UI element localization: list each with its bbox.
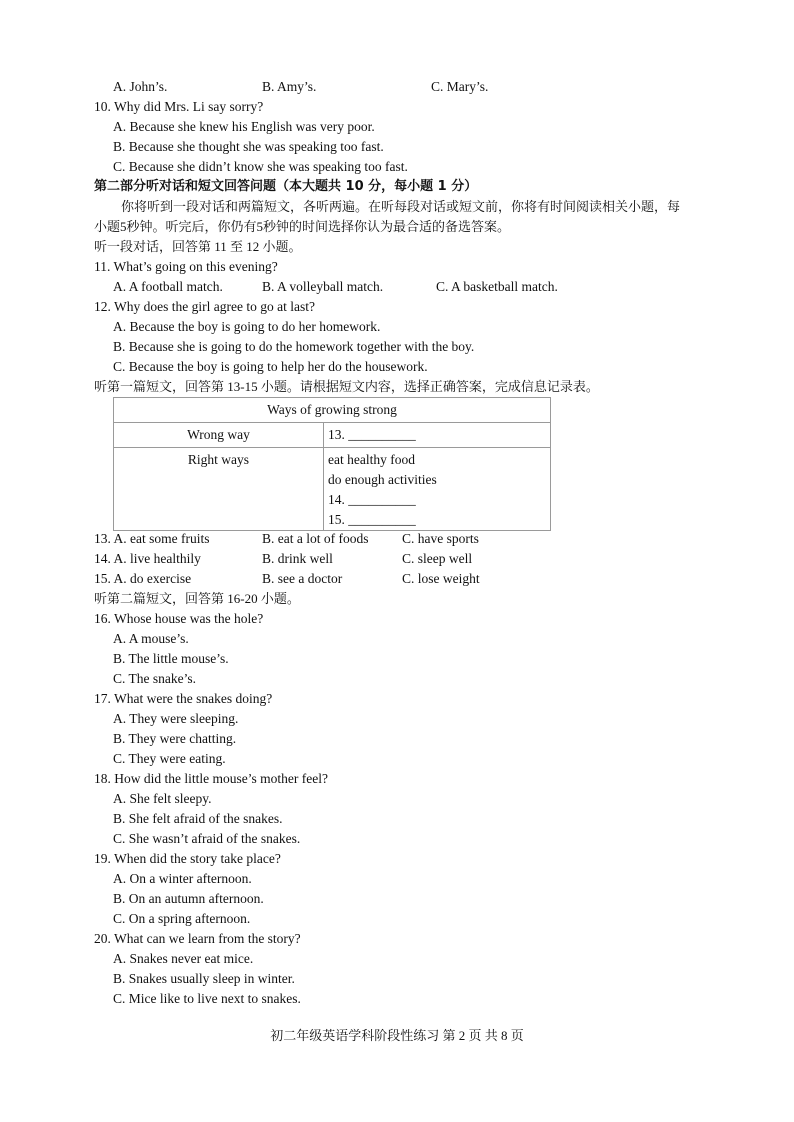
dialogue-intro: 听一段对话，回答第 11 至 12 小题。 (94, 239, 302, 254)
q20-option-c: C. Mice like to live next to snakes. (113, 991, 301, 1006)
q13-option-c: C. have sports (402, 531, 479, 546)
q11-option-a: A. A football match. (113, 279, 223, 294)
info-record-table (113, 397, 551, 531)
part2-instruction-line2: 小题5秒钟。听完后，你仍有5秒钟的时间选择你认为最合适的备选答案。 (94, 219, 511, 234)
q19-option-c: C. On a spring afternoon. (113, 911, 251, 926)
right-ways-label: Right ways (114, 448, 324, 531)
passage2-intro: 听第二篇短文，回答第 16-20 小题。 (94, 591, 300, 606)
q19-option-a: A. On a winter afternoon. (113, 871, 252, 886)
q18-option-a: A. She felt sleepy. (113, 791, 212, 806)
q11-option-c: C. A basketball match. (436, 279, 558, 294)
q10-option-a: A. Because she knew his English was very poor. (113, 119, 375, 134)
q12-option-c: C. Because the boy is going to help her do the housework. (113, 359, 428, 374)
q18-option-b: B. She felt afraid of the snakes. (113, 811, 283, 826)
q14-option-b: B. drink well (262, 551, 333, 566)
q12-question: 12. Why does the girl agree to go at last? (94, 299, 315, 314)
q17-option-c: C. They were eating. (113, 751, 226, 766)
table-row-wrong (114, 423, 551, 448)
q11-question: 11. What’s going on this evening? (94, 259, 278, 274)
q19-option-b: B. On an autumn afternoon. (113, 891, 264, 906)
q20-option-b: B. Snakes usually sleep in winter. (113, 971, 295, 986)
q18-option-c: C. She wasn’t afraid of the snakes. (113, 831, 301, 846)
q17-question: 17. What were the snakes doing? (94, 691, 273, 706)
q9-option-b: B. Amy’s. (262, 79, 317, 94)
right-way-blank-15: 15. __________ (328, 512, 416, 527)
q10-option-c: C. Because she didn’t know she was speaking too fast. (113, 159, 408, 174)
q11-option-b: B. A volleyball match. (262, 279, 384, 294)
q17-option-a: A. They were sleeping. (113, 711, 239, 726)
q16-option-a: A. A mouse’s. (113, 631, 189, 646)
q10-question: 10. Why did Mrs. Li say sorry? (94, 99, 264, 114)
right-way-blank-14: 14. __________ (328, 492, 416, 507)
q13-option-b: B. eat a lot of foods (262, 531, 369, 546)
q9-option-c: C. Mary’s. (431, 79, 489, 94)
q15-option-c: C. lose weight (402, 571, 480, 586)
wrong-way-label: Wrong way (114, 423, 324, 448)
table-row-right (114, 448, 551, 531)
q14-option-a: 14. A. live healthily (94, 551, 201, 566)
passage1-intro: 听第一篇短文，回答第 13-15 小题。请根据短文内容，选择正确答案，完成信息记录表。 (94, 379, 599, 394)
q19-question: 19. When did the story take place? (94, 851, 281, 866)
q20-question: 20. What can we learn from the story? (94, 931, 301, 946)
q16-option-b: B. The little mouse’s. (113, 651, 229, 666)
right-way-item: do enough activities (328, 472, 437, 487)
right-ways-list (324, 448, 551, 531)
q14-option-c: C. sleep well (402, 551, 473, 566)
q18-question: 18. How did the little mouse’s mother feel? (94, 771, 328, 786)
q17-option-b: B. They were chatting. (113, 731, 237, 746)
wrong-way-blank: 13. __________ (324, 423, 551, 448)
table-title: Ways of growing strong (114, 398, 551, 423)
q16-question: 16. Whose house was the hole? (94, 611, 264, 626)
page-footer: 初二年级英语学科阶段性练习 第 2 页 共 8 页 (270, 1028, 524, 1043)
q10-option-b: B. Because she thought she was speaking too fast. (113, 139, 384, 154)
table-title-row (114, 398, 551, 423)
q12-option-b: B. Because she is going to do the homework together with the boy. (113, 339, 475, 354)
q13-option-a: 13. A. eat some fruits (94, 531, 210, 546)
q9-option-a: A. John’s. (113, 79, 168, 94)
q20-option-a: A. Snakes never eat mice. (113, 951, 254, 966)
q15-option-a: 15. A. do exercise (94, 571, 192, 586)
part2-instruction-line1: 你将听到一段对话和两篇短文，各听两遍。在听每段对话或短文前，你将有时间阅读相关小题，每 (121, 199, 681, 214)
right-way-item: eat healthy food (328, 452, 415, 467)
q12-option-a: A. Because the boy is going to do her homework. (113, 319, 381, 334)
q15-option-b: B. see a doctor (262, 571, 343, 586)
part2-heading: 第二部分听对话和短文回答问题（本大题共 10 分，每小题 1 分） (94, 179, 478, 194)
q16-option-c: C. The snake’s. (113, 671, 196, 686)
